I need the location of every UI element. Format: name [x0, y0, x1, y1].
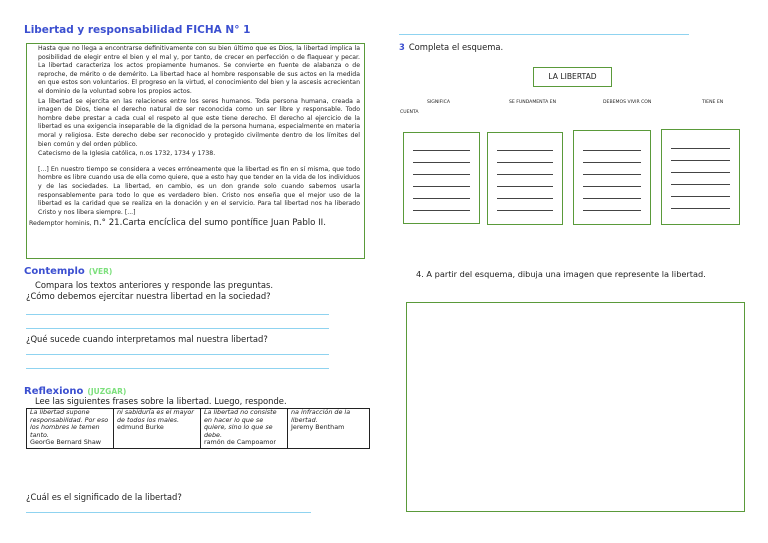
quote-author: ramón de Campoamor	[204, 438, 277, 447]
answer-line[interactable]	[26, 328, 329, 329]
column-label: TIENE EN	[702, 100, 724, 105]
answer-line[interactable]	[26, 314, 329, 315]
citation-source: Redemptor hominis,	[29, 220, 94, 228]
quote-author: Jeremy Bentham	[291, 423, 345, 432]
scheme-answer-box[interactable]	[403, 132, 480, 224]
answer-line[interactable]	[399, 34, 689, 35]
table-row	[27, 409, 370, 449]
drawing-area[interactable]	[406, 302, 745, 512]
reflexiono-subtitle: (JUZGAR)	[87, 387, 127, 396]
reading-box	[26, 43, 365, 259]
quote-cell	[114, 409, 201, 449]
answer-line[interactable]	[26, 512, 311, 513]
quote-cell	[27, 409, 114, 449]
quotes-table	[26, 408, 370, 449]
quote-cell	[288, 409, 370, 449]
page-title: Libertad y responsabilidad FICHA N° 1	[24, 24, 251, 36]
esquema-number: 3	[399, 42, 405, 52]
scheme-answer-box[interactable]	[661, 129, 740, 225]
reading-citation	[29, 218, 360, 229]
drawing-instruction: 4. A partir del esquema, dibuja una imagen que represente la libertad.	[416, 269, 706, 279]
reading-paragraph: La libertad se ejercita en las relaciones entre los seres humanos. Toda persona humana, creada a imagen de Dios, tiene el derecho natural de ser reconocida como un ser libre y responsable. Todo hombre debe prestar a cada cual el respeto al que este tiene derecho. El derecho al ejercicio de la libertad es una exigencia inseparable de la dignidad de la persona humana, especialmente en materia moral y religiosa. Este derecho debe ser reconocido y protegido civilmente dentro de los límites del bien común y del orden público.	[38, 97, 360, 148]
reading-citation: Catecismo de la Iglesia católica, n.os 1732, 1734 y 1738.	[38, 150, 216, 158]
quote-author: GeorGe Bernard Shaw	[30, 438, 101, 447]
quote-text: La libertad supone responsabilidad. Por eso los hombres le temen tanto.	[30, 408, 109, 439]
question-3: ¿Cuál es el significado de la libertad?	[26, 492, 182, 502]
answer-line[interactable]	[26, 368, 329, 369]
scheme-answer-box[interactable]	[487, 132, 563, 225]
reflexiono-title: Reflexiono	[24, 386, 84, 397]
quote-text: ni sabiduría es el mayor de todos los males.	[117, 408, 194, 424]
column-label-continuation: CUENTA	[400, 110, 419, 115]
reading-paragraph: [...] En nuestro tiempo se considera a veces erróneamente que la libertad es fin en sí misma, que todo hombre es libre cuando usa de ella como quiere, que a esto hay que tender en la vida de los individuos y de las sociedades. La libertad, en cambio, es un don grande solo cuando sabemos usarla responsablemente para todo lo que es verdadero bien. Cristo nos enseña que el mejor uso de la libertad es la caridad que se realiza en la donación y en el servicio. Para tal libertad nos ha liberado Cristo y nos libera siempre. [...]	[38, 165, 360, 216]
reflexiono-intro: Lee las siguientes frases sobre la libertad. Luego, responde.	[35, 396, 287, 406]
esquema-instruction-text: Completa el esquema.	[408, 42, 504, 52]
question-1: ¿Cómo debemos ejercitar nuestra libertad en la sociedad?	[26, 291, 271, 301]
column-label: SE FUNDAMENTA EN	[509, 100, 557, 105]
concept-center-box: LA LIBERTAD	[533, 67, 612, 87]
citation-detail: n.° 21.Carta encíclica del sumo pontífice Juan Pablo II.	[93, 218, 326, 229]
quote-cell	[201, 409, 288, 449]
scheme-answer-box[interactable]	[573, 130, 651, 225]
contemplo-intro: Compara los textos anteriores y responde las preguntas.	[35, 280, 274, 290]
answer-line[interactable]	[26, 354, 329, 355]
contemplo-subtitle: (VER)	[88, 267, 113, 276]
quote-text: na infracción de la libertad.	[291, 408, 351, 424]
column-label: DEBEMOS VIVIR CON	[603, 100, 652, 105]
contemplo-title: Contemplo	[24, 266, 85, 277]
contemplo-heading	[24, 266, 112, 277]
question-2: ¿Qué sucede cuando interpretamos mal nuestra libertad?	[26, 334, 268, 344]
quote-text: La libertad no consiste en hacer lo que se quiere, sino lo que se debe.	[204, 408, 277, 439]
quote-author: edmund Burke	[117, 423, 164, 432]
reading-paragraph: Hasta que no llega a encontrarse definitivamente con su bien último que es Dios, la libertad implica la posibilidad de elegir entre el bien y el mal y, por tanto, de crecer en perfección o de flaquear y pecar. La libertad caracteriza los actos propiamente humanos. Se convierte en fuente de alabanza o de reproche, de mérito o de demérito. La libertad hace al hombre responsable de sus actos en la medida en que estos son voluntarios. El progreso en la virtud, el conocimiento del bien y la ascesis acrecientan el dominio de la voluntad sobre los propios actos.	[38, 45, 360, 95]
column-label: SIGNIFICA	[427, 100, 450, 105]
esquema-instruction	[399, 42, 503, 52]
